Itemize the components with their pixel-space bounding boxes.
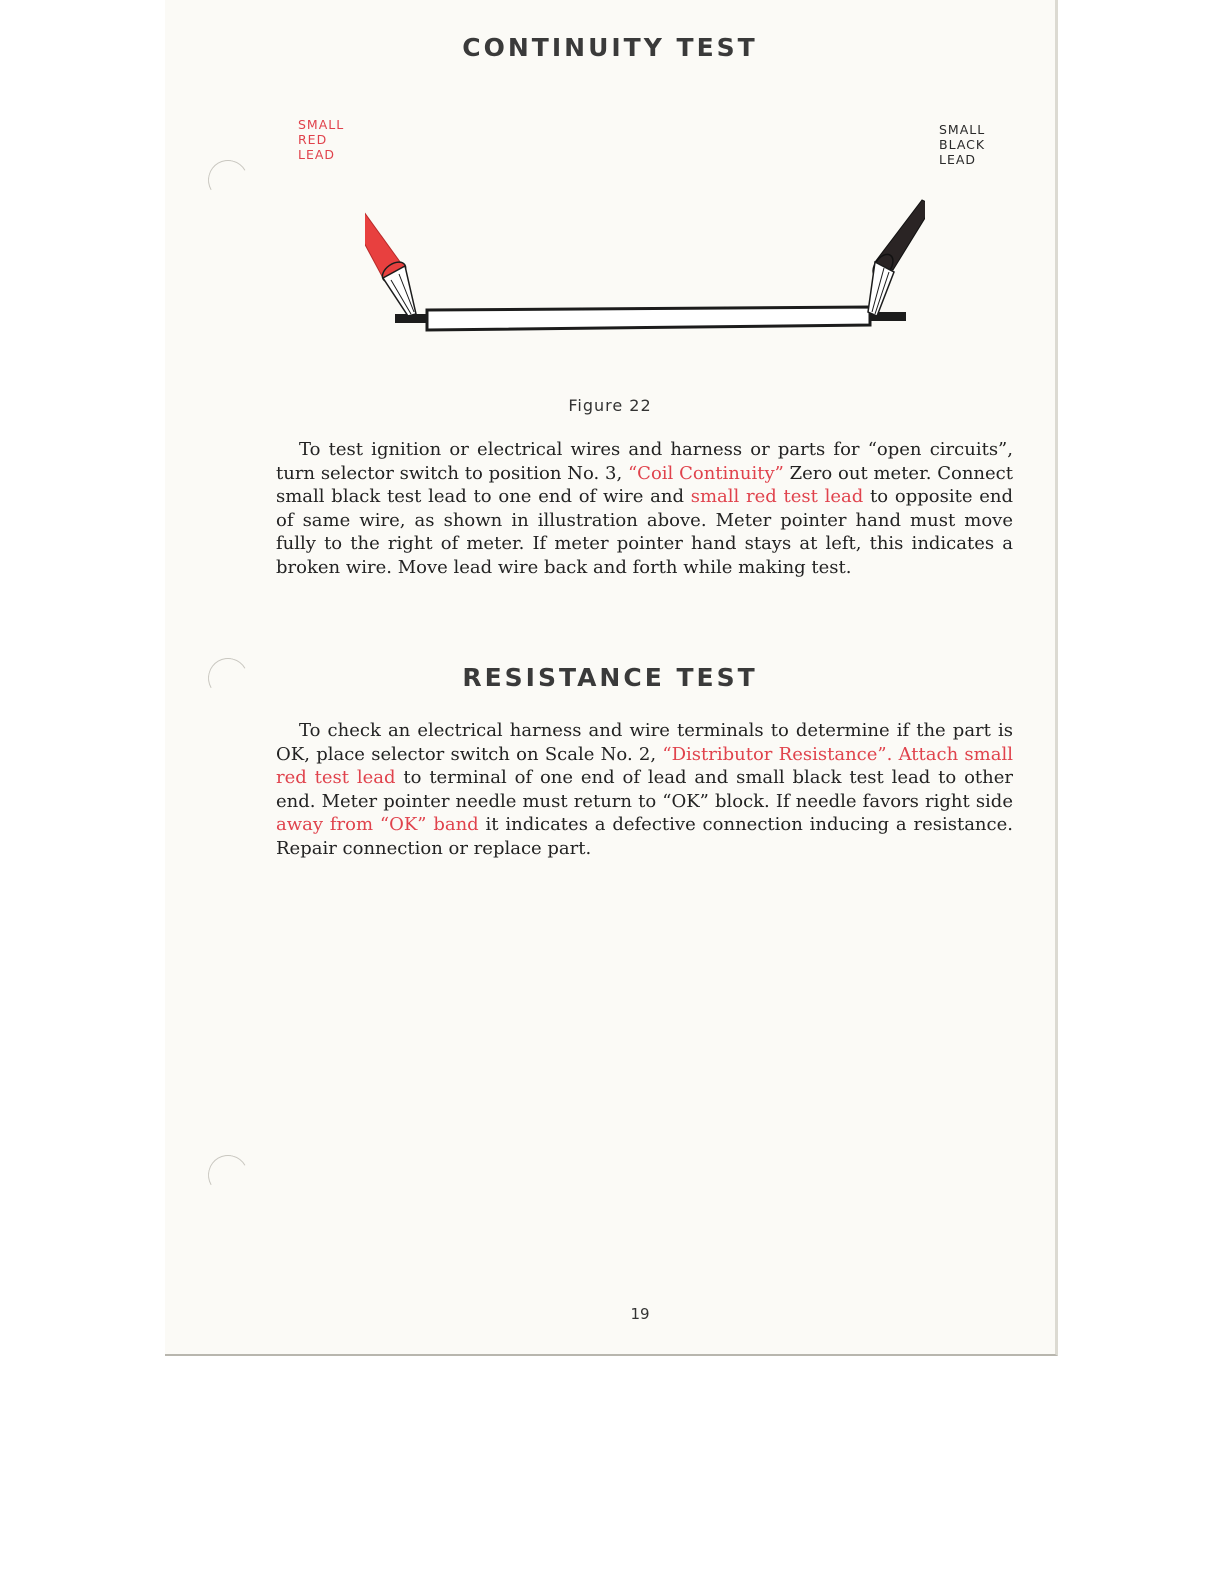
away-from-ok-band-highlight: away from “OK” band <box>276 814 479 835</box>
red-lead-label-line: SMALL <box>298 117 345 132</box>
binder-hole-top <box>204 156 253 205</box>
paragraph-text: To test ignition or electrical wires and harness or parts for “open circuits”, turn selector switch to position No. 3, <box>276 439 1013 484</box>
page-number: 19 <box>630 1305 650 1323</box>
figure-caption: Figure 22 <box>568 396 652 415</box>
paragraph-text: To check an electrical harness and wire terminals to determine if the part is OK, place selector switch on Scale No. 2, <box>276 720 1013 765</box>
binder-hole-bottom <box>204 1151 253 1200</box>
paragraph-text: to opposite end of same wire, as shown in illustration above. Meter pointer hand must move fully to the right of meter. If meter pointer hand stays at left, this indicates a broken wire. Move lead wire back and forth while making test. <box>276 486 1013 578</box>
black-lead-label-line: LEAD <box>939 152 977 167</box>
black-lead-label-line: SMALL <box>939 122 986 137</box>
paragraph-text: it indicates a defective connection inducing a resistance. Repair connection or replace part. <box>276 814 1013 859</box>
black-lead-label <box>939 122 985 167</box>
paragraph-text: Zero out meter. Connect small black test lead to one end of wire and <box>276 462 1013 507</box>
continuity-test-title: CONTINUITY TEST <box>462 33 758 62</box>
manual-page <box>165 0 1058 1356</box>
test-wire <box>395 307 906 330</box>
paragraph-text: to terminal of one end of lead and small black test lead to other end. Meter pointer needle must return to “OK” block. If needle favors right side <box>276 767 1013 812</box>
resistance-test-paragraph <box>276 719 1013 860</box>
resistance-test-title: RESISTANCE TEST <box>462 663 758 692</box>
black-lead-label-line: BLACK <box>939 137 986 152</box>
black-probe-icon <box>868 182 925 316</box>
continuity-test-illustration <box>365 170 925 350</box>
red-lead-label-line: LEAD <box>298 147 336 162</box>
small-red-test-lead-highlight: small red test lead <box>690 486 864 507</box>
red-probe-icon <box>365 182 416 316</box>
continuity-test-paragraph <box>276 438 1013 579</box>
red-lead-label-line: RED <box>298 132 328 147</box>
distributor-resistance-highlight: “Distributor Resistance”. Attach small red test lead <box>276 743 1013 788</box>
coil-continuity-highlight: “Coil Continuity” <box>627 462 784 484</box>
red-lead-label <box>298 117 344 162</box>
